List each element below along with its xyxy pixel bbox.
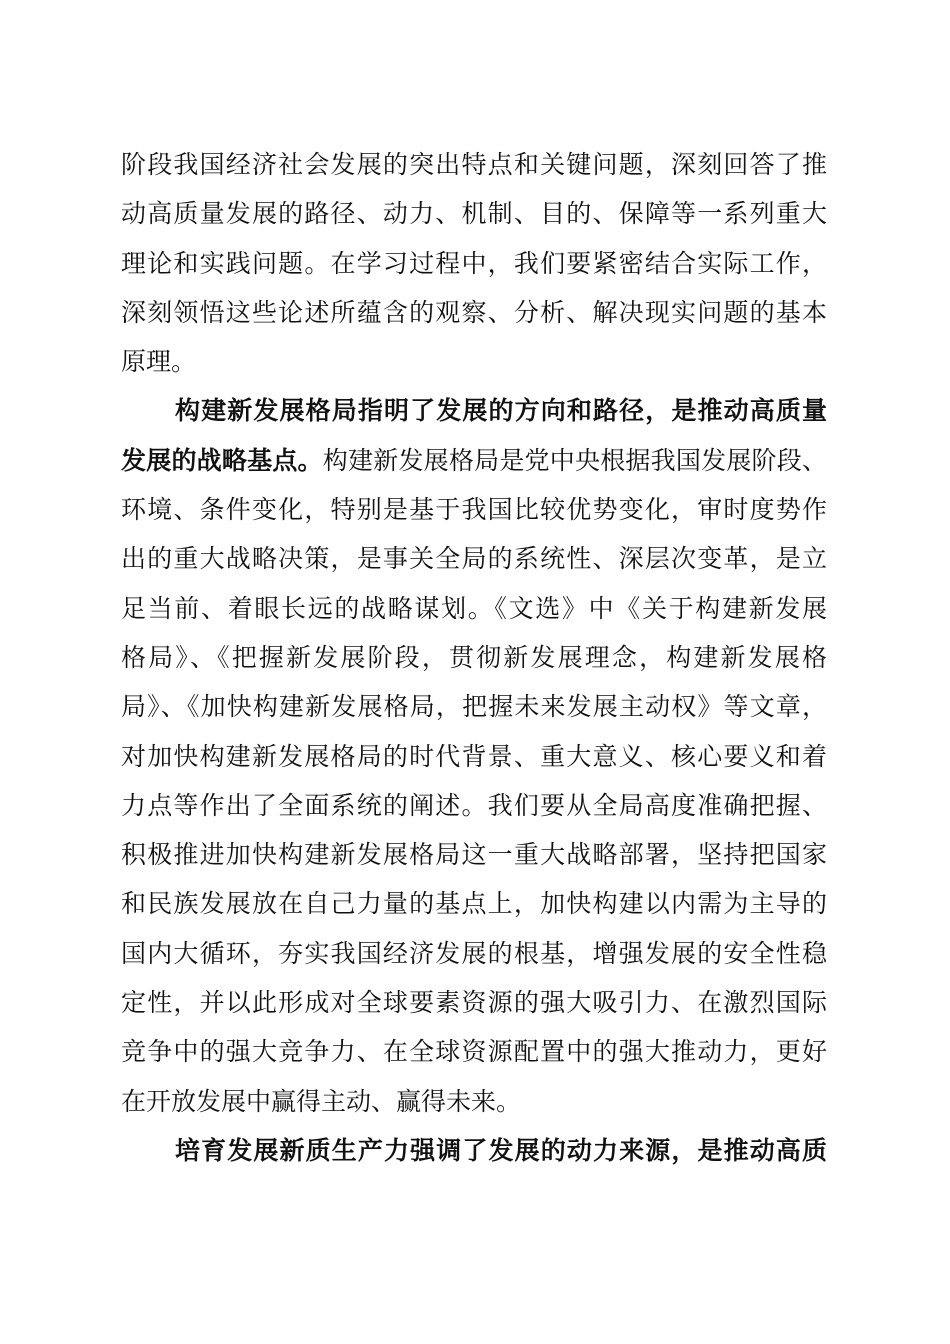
paragraph-2-line-4: 出的重大战略决策，是事关全局的系统性、深层次变革，是立 [121, 544, 827, 574]
paragraph-3-lead-line-1: 培育发展新质生产力强调了发展的动力来源，是推动高质 [175, 1135, 827, 1165]
paragraph-2-line-2-rest: 构建新发展格局是党中央根据我国发展阶段、 [322, 445, 827, 475]
paragraph-2-line-13: 定性，并以此形成对全球要素资源的强大吸引力、在激烈国际 [121, 988, 827, 1018]
paragraph-2-line-10: 积极推进加快构建新发展格局这一重大战略部署，坚持把国家 [121, 840, 827, 870]
paragraph-2-line-2 [121, 436, 827, 485]
paragraph-2-lead-line-2: 发展的战略基点。 [121, 445, 323, 475]
paragraph-2-line-14: 竞争中的强大竞争力、在全球资源配置中的强大推动力，更好 [121, 1037, 827, 1067]
paragraph-1-line-4: 深刻领悟这些论述所蕴含的观察、分析、解决现实问题的基本 [121, 297, 827, 327]
document-body [121, 140, 827, 1175]
paragraph-1-line-5: 原理。 [121, 347, 197, 377]
paragraph-2-line-3: 环境、条件变化，特别是基于我国比较优势变化，审时度势作 [121, 495, 827, 525]
paragraph-2-line-6: 格局》、《把握新发展阶段，贯彻新发展理念，构建新发展格 [121, 642, 827, 672]
paragraph-2-line-15: 在开放发展中赢得主动、赢得未来。 [121, 1086, 522, 1116]
paragraph-1-line-1: 阶段我国经济社会发展的突出特点和关键问题，深刻回答了推 [121, 150, 827, 179]
paragraph-2-line-8: 对加快构建新发展格局的时代背景、重大意义、核心要义和着 [121, 741, 827, 771]
paragraph-2-line-5: 足当前、着眼长远的战略谋划。《文选》中《关于构建新发展 [121, 593, 827, 623]
paragraph-1-line-2: 动高质量发展的路径、动力、机制、目的、保障等一系列重大 [121, 199, 827, 229]
paragraph-2-line-9: 力点等作出了全面系统的阐述。我们要从全局高度准确把握、 [121, 790, 827, 820]
paragraph-1-line-3: 理论和实践问题。在学习过程中，我们要紧密结合实际工作， [121, 248, 827, 278]
paragraph-2-line-11: 和民族发展放在自己力量的基点上，加快构建以内需为主导的 [121, 889, 827, 919]
paragraph-2-line-7: 局》、《加快构建新发展格局，把握未来发展主动权》等文章， [121, 692, 827, 722]
paragraph-2-line-12: 国内大循环，夯实我国经济发展的根基，增强发展的安全性稳 [121, 938, 827, 968]
paragraph-2-lead-line-1: 构建新发展格局指明了发展的方向和路径，是推动高质量 [175, 396, 827, 426]
